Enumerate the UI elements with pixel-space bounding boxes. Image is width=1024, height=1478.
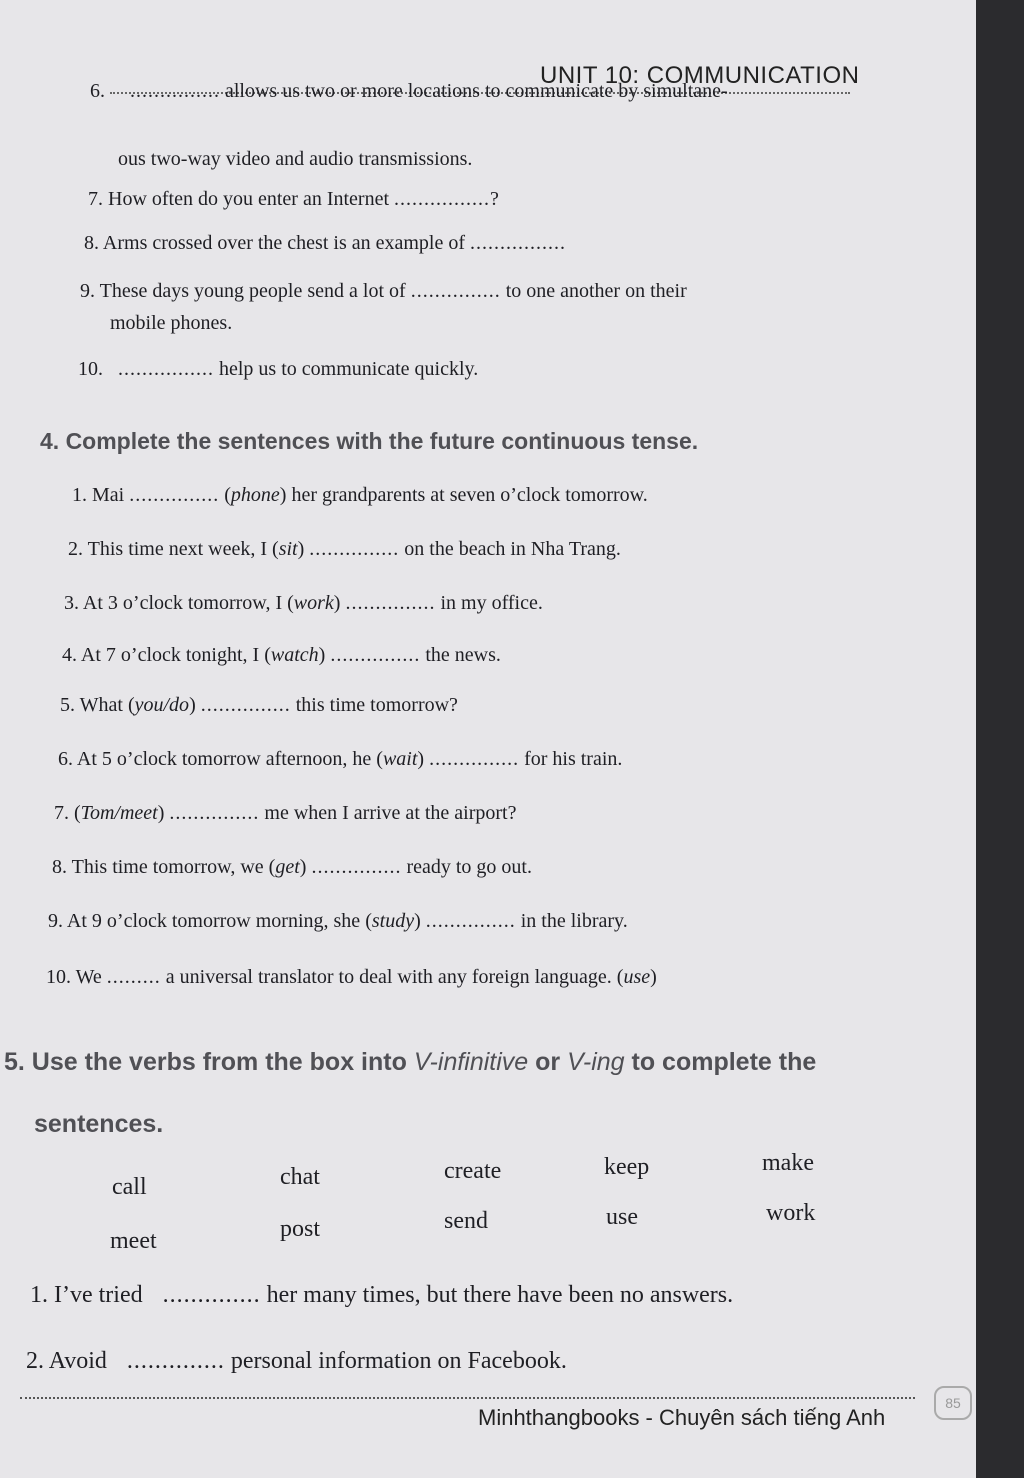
item-text: At 3 o’clock tomorrow, I	[82, 592, 283, 614]
answer-blank[interactable]: ................	[394, 188, 491, 210]
item-number: 9.	[80, 280, 95, 302]
item-number: 8.	[52, 856, 67, 878]
ex4-item-10: 10. We ......... a universal translator to deal with any foreign language. (use)	[46, 966, 657, 988]
item-number: 9.	[48, 910, 63, 932]
item-text: At 7 o’clock tonight, I	[80, 644, 260, 666]
item-text: allows us two or more locations to communicate by simultane-	[225, 80, 728, 102]
word-meet: meet	[110, 1228, 157, 1254]
heading-ving: V-ing	[567, 1048, 625, 1076]
exercise-5-heading-cont: sentences.	[34, 1110, 164, 1138]
word-use: use	[606, 1204, 638, 1230]
ex4-item-7: 7. (Tom/meet) ............... me when I arrive at the airport?	[54, 802, 517, 824]
answer-blank[interactable]: ...............	[130, 80, 220, 102]
answer-blank[interactable]: ...............	[330, 644, 421, 666]
item-text-after: for his train.	[524, 748, 623, 770]
item-text-after: her many times, but there have been no answers.	[266, 1282, 734, 1308]
answer-blank[interactable]: ..............	[126, 1348, 225, 1374]
footer-publisher: Minhthangbooks - Chuyên sách tiếng Anh	[478, 1405, 886, 1430]
answer-blank[interactable]: ...............	[345, 592, 436, 614]
ex3-item-8	[84, 232, 566, 255]
ex3-item-9-cont: mobile phones.	[110, 312, 233, 334]
verb-hint: study	[371, 910, 415, 932]
item-number: 6.	[90, 80, 105, 102]
item-text: help us to communicate quickly.	[219, 358, 479, 380]
verb-hint: Tom/meet	[80, 802, 158, 824]
ex4-item-6: 6. At 5 o’clock tomorrow afternoon, he (wait) ............... for his train.	[58, 748, 623, 770]
item-text-after: ?	[490, 188, 499, 210]
heading-vinf: V-infinitive	[413, 1048, 529, 1076]
item-text-after: in the library.	[520, 910, 628, 932]
word-post: post	[280, 1216, 321, 1242]
answer-blank[interactable]: ...............	[200, 694, 291, 716]
item-text: Avoid	[48, 1348, 107, 1374]
ex4-item-1: 1. Mai ............... (phone) her grandparents at seven o’clock tomorrow.	[72, 484, 648, 506]
item-number: 3.	[64, 592, 79, 614]
exercise-4-heading: 4. Complete the sentences with the future continuous tense.	[40, 428, 699, 454]
item-text-after: this time tomorrow?	[295, 694, 458, 716]
ex3-item-10	[78, 358, 478, 381]
word-call: call	[112, 1174, 147, 1200]
page-number: 85	[934, 1386, 972, 1420]
answer-blank[interactable]: ...............	[429, 748, 520, 770]
item-text: What	[79, 694, 123, 716]
ex4-item-5: 5. What (you/do) ............... this time tomorrow?	[60, 694, 458, 716]
verb-hint: work	[293, 592, 334, 614]
verb-hint: wait	[382, 748, 418, 770]
ex4-item-4: 4. At 7 o’clock tonight, I (watch) ............... the news.	[62, 644, 501, 666]
verb-hint: watch	[270, 644, 319, 666]
answer-blank[interactable]: ...............	[311, 856, 402, 878]
verb-hint: you/do	[134, 694, 190, 716]
item-text-after: personal information on Facebook.	[230, 1348, 567, 1374]
item-text-after: ready to go out.	[406, 856, 532, 878]
exercise-5-heading	[4, 1048, 816, 1077]
item-text-after: on the beach in Nha Trang.	[404, 538, 621, 560]
ex3-item-9	[80, 280, 687, 303]
item-text: At 9 o’clock tomorrow morning, she	[66, 910, 361, 932]
ex4-item-8: 8. This time tomorrow, we (get) ............... ready to go out.	[52, 856, 532, 878]
background-edge	[976, 0, 1024, 1478]
item-number: 5.	[60, 694, 75, 716]
ex4-item-2: 2. This time next week, I (sit) ............... on the beach in Nha Trang.	[68, 538, 621, 560]
heading-part: or	[528, 1048, 568, 1076]
answer-blank[interactable]: ...............	[169, 802, 260, 824]
bottom-divider	[20, 1397, 915, 1399]
item-number: 7.	[88, 188, 103, 210]
word-send: send	[444, 1208, 488, 1234]
verb-hint: sit	[278, 538, 298, 560]
item-text: I’ve tried	[54, 1282, 143, 1308]
verb-hint: use	[623, 966, 651, 988]
item-number: 10.	[46, 966, 71, 988]
ex3-item-6-cont: ous two-way video and audio transmissions.	[118, 148, 473, 170]
answer-blank[interactable]: ................	[470, 232, 567, 254]
item-text-after: me when I arrive at the airport?	[264, 802, 517, 824]
unit-title: UNIT 10: COMMUNICATION	[540, 62, 860, 89]
word-create: create	[444, 1158, 502, 1184]
item-number: 1.	[30, 1282, 48, 1308]
item-text: We	[75, 966, 102, 988]
item-text-after: in my office.	[440, 592, 543, 614]
answer-blank[interactable]: ...............	[129, 484, 220, 506]
item-number: 6.	[58, 748, 73, 770]
item-text: Arms crossed over the chest is an example of	[102, 232, 466, 254]
item-number: 7.	[54, 802, 69, 824]
item-text-after: her grandparents at seven o’clock tomorrow.	[291, 484, 648, 506]
item-text-after: a universal translator to deal with any foreign language.	[165, 966, 612, 988]
item-number: 2.	[68, 538, 83, 560]
word-chat: chat	[280, 1164, 320, 1190]
answer-blank[interactable]: .........	[106, 966, 161, 988]
item-number: 10.	[78, 358, 103, 380]
ex3-item-7	[88, 188, 499, 211]
item-text-after: the news.	[425, 644, 501, 666]
answer-blank[interactable]: ..............	[162, 1282, 261, 1308]
item-text: How often do you enter an Internet	[108, 188, 390, 210]
word-keep: keep	[604, 1154, 650, 1180]
item-text: These days young people send a lot of	[99, 280, 406, 302]
item-number: 4.	[62, 644, 77, 666]
item-number: 8.	[84, 232, 99, 254]
verb-hint: get	[275, 856, 300, 878]
word-make: make	[762, 1150, 814, 1176]
item-text: This time tomorrow, we	[71, 856, 264, 878]
ex4-item-9: 9. At 9 o’clock tomorrow morning, she (study) ............... in the library.	[48, 910, 628, 932]
item-text-after: to one another on their	[505, 280, 687, 302]
item-number: 2.	[26, 1348, 44, 1374]
ex5-item-1	[30, 1282, 733, 1309]
answer-blank[interactable]: ...............	[410, 280, 501, 302]
ex4-item-3: 3. At 3 o’clock tomorrow, I (work) ............... in my office.	[64, 592, 543, 614]
item-text: At 5 o’clock tomorrow afternoon, he	[76, 748, 372, 770]
heading-part: 5. Use the verbs from the box into	[4, 1048, 414, 1076]
answer-blank[interactable]: ...............	[309, 538, 400, 560]
ex3-item-6	[90, 80, 728, 103]
word-work: work	[766, 1200, 816, 1226]
answer-blank[interactable]: ...............	[425, 910, 516, 932]
ex5-item-2	[26, 1348, 567, 1375]
verb-hint: phone	[230, 484, 280, 506]
item-text: Mai	[92, 484, 125, 506]
item-text: This time next week, I	[87, 538, 268, 560]
heading-part: to complete the	[624, 1048, 817, 1076]
answer-blank[interactable]: ................	[118, 358, 214, 380]
item-number: 1.	[72, 484, 87, 506]
